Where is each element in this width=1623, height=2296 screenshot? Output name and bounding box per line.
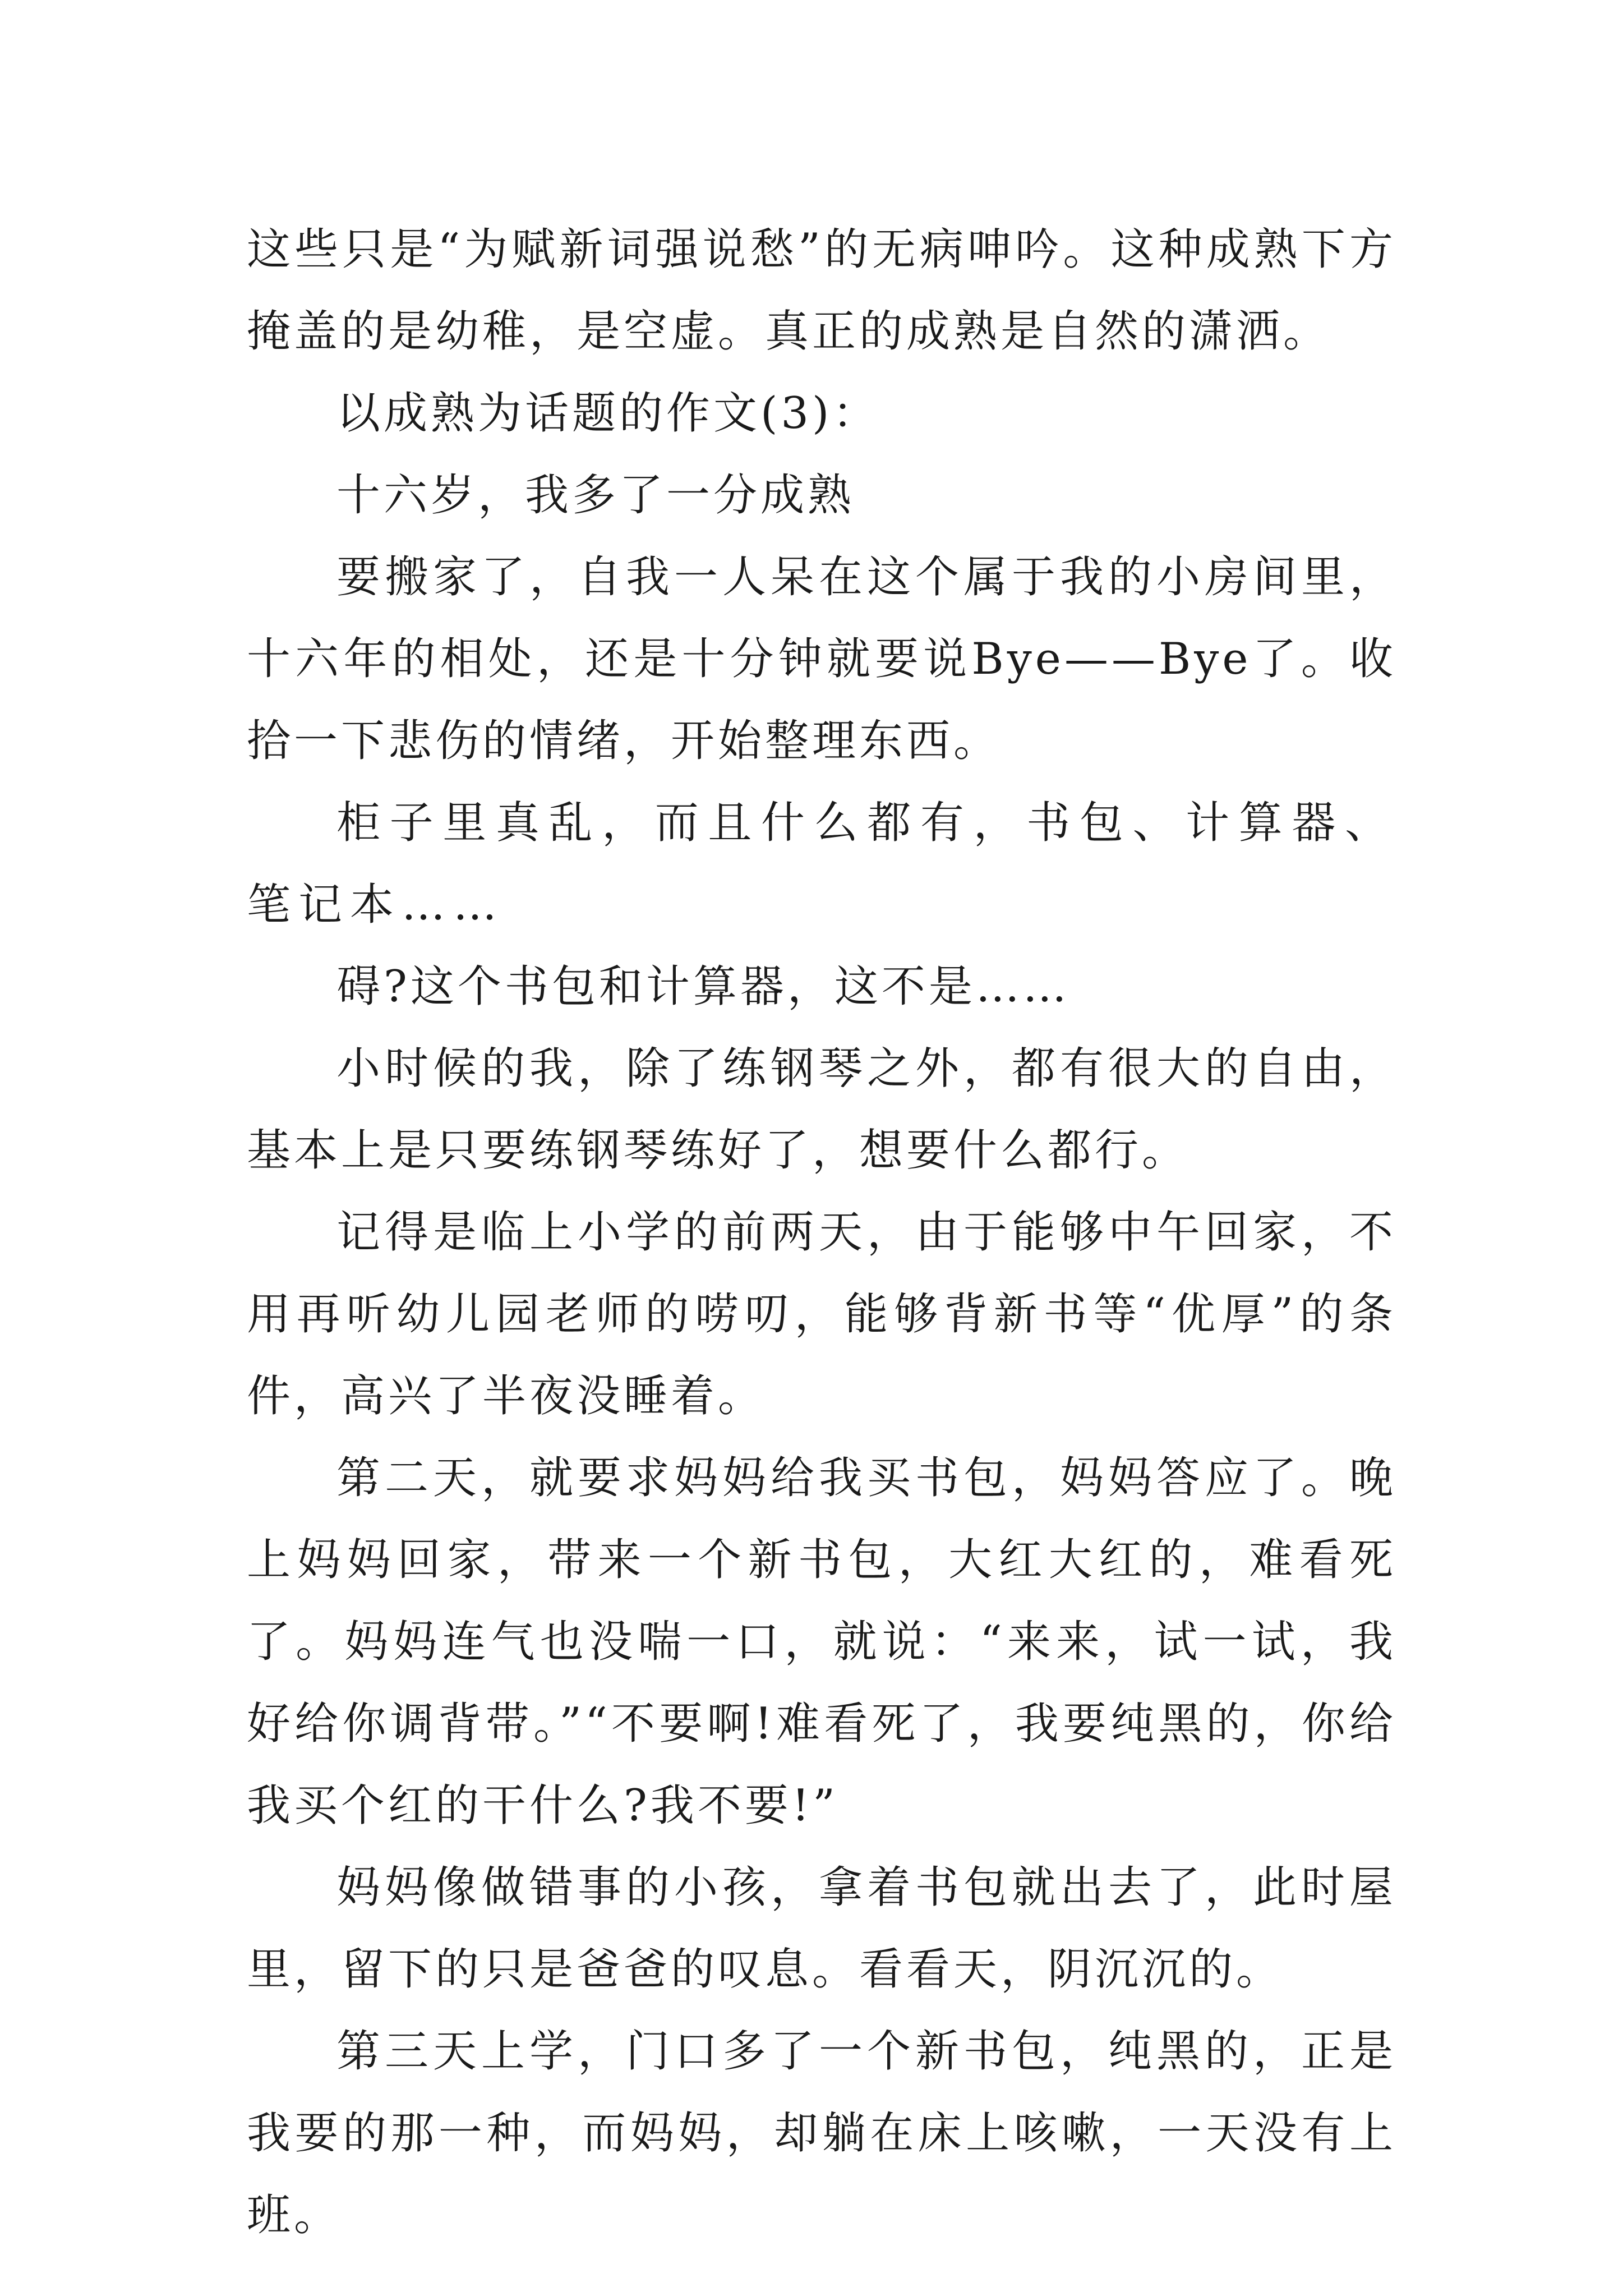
document-body	[247, 209, 1396, 2256]
paragraph-1: 这些只是“为赋新词强说愁”的无病呻吟。这种成熟下方掩盖的是幼稚，是空虚。真正的成熟是自然的潇洒。	[247, 224, 1396, 357]
paragraph-7: 小时候的我，除了练钢琴之外，都有很大的自由，基本上是只要练钢琴练好了，想要什么都行。	[247, 1043, 1396, 1176]
paragraph-2-heading: 以成熟为话题的作文(3)：	[336, 388, 880, 439]
paragraph-6: 碍?这个书包和计算器，这不是……	[336, 961, 1070, 1012]
paragraph-11: 第三天上学，门口多了一个新书包，纯黑的，正是我要的那一种，而妈妈，却躺在床上咳嗽，一天没有上班。	[247, 2026, 1396, 2240]
paragraph-10: 妈妈像做错事的小孩，拿着书包就出去了，此时屋里，留下的只是爸爸的叹息。看看天，阴沉沉的。	[247, 1862, 1396, 1995]
paragraph-9: 第二天，就要求妈妈给我买书包，妈妈答应了。晚上妈妈回家，带来一个新书包，大红大红的，难看死了。妈妈连气也没喘一口，就说：“来来，试一试，我好给你调背带。”“不要啊!难看死了，我要纯黑的，你给我买个红的干什么?我不要!”	[247, 1453, 1396, 1831]
paragraph-4: 要搬家了，自我一人呆在这个属于我的小房间里，十六年的相处，还是十分钟就要说Bye——Bye了。收拾一下悲伤的情绪，开始整理东西。	[247, 552, 1396, 766]
paragraph-3-title: 十六岁，我多了一分成熟	[336, 470, 855, 521]
paragraph-5: 柜子里真乱，而且什么都有，书包、计算器、笔记本……	[247, 798, 1396, 930]
paragraph-8: 记得是临上小学的前两天，由于能够中午回家，不用再听幼儿园老师的唠叨，能够背新书等“优厚”的条件，高兴了半夜没睡着。	[247, 1207, 1396, 1421]
